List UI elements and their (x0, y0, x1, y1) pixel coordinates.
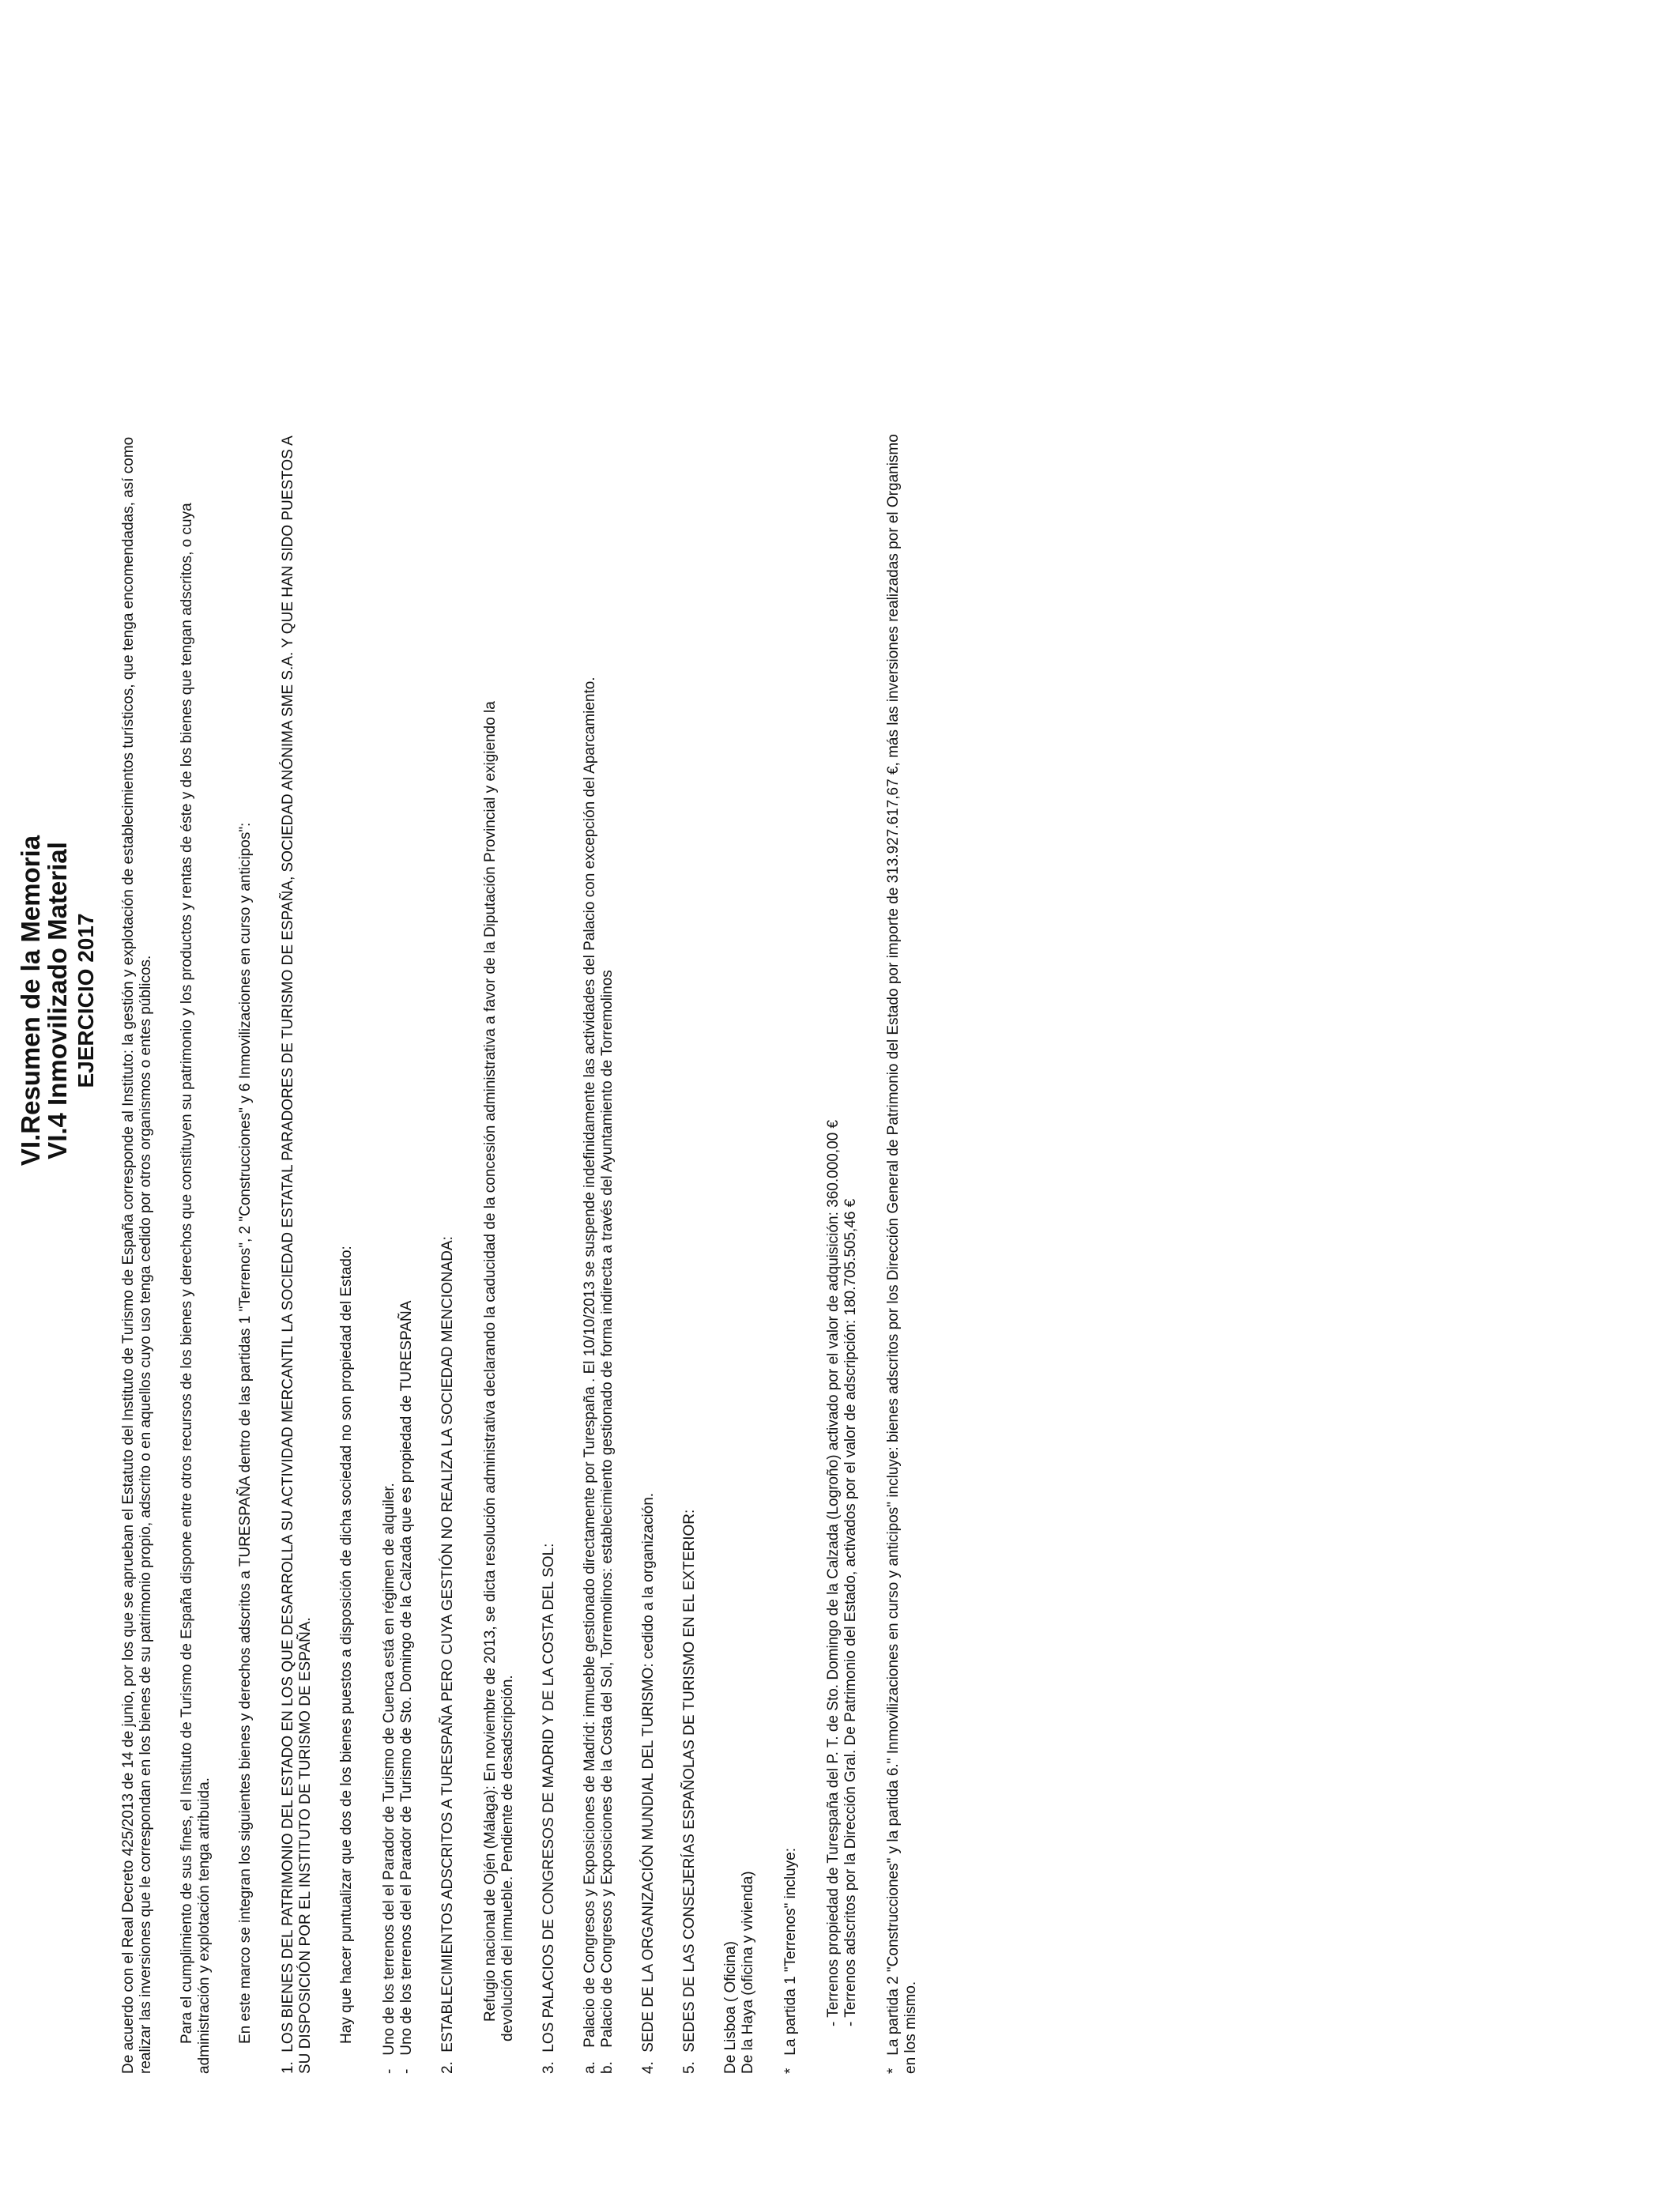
section-4 (640, 1493, 657, 2074)
section-3-title: LOS PALACIOS DE CONGRESOS DE MADRID Y DE LA COSTA DEL SOL: (541, 1543, 557, 2053)
intro-paragraph-1-line-1: De acuerdo con el Real Decreto 425/2013 de 14 de junio, por los que se aprueban el Estatuto del Instituto de Turismo de España corresponde al Instituto: la gestión y explotación de establecimientos turísticos, que tenga encomendadas, así como (120, 436, 137, 2074)
document-title: VI.Resumen de la Memoria (16, 835, 45, 1167)
asterisk-icon: * (782, 2068, 799, 2074)
section-3-item-a-text: Palacio de Congresos y Exposiciones de Madrid: inmueble gestionado directamente por Turespaña . El 10/10/2013 se suspende indefinidamente las actividades del Palacio con excepción del Aparcamiento. (582, 677, 598, 2048)
intro-paragraph-1-line-2: realizar las inversiones que le correspondan en los bienes de su patrimonio propio, adscrito o en aquellos cuyo uso tenga cedido por otros organismos o entes públicos. (137, 955, 154, 2074)
section-1-bullet-1-text: Uno de los terrenos del el Parador de Turismo de Cuenca está en régimen de alquiler. (381, 1483, 397, 2056)
section-2-number: 2. (439, 2061, 456, 2074)
section-3-item-a-label: a. (582, 2061, 598, 2074)
section-1-number: 1. (280, 2061, 296, 2074)
bullet-dash-icon: - (398, 2068, 415, 2074)
note-2 (885, 434, 902, 2074)
asterisk-icon: * (885, 2068, 902, 2074)
section-2-text-line-2: devolución del inmueble. Pendiente de desadscripción. (499, 1675, 516, 2041)
note-1 (782, 1848, 800, 2074)
section-1-bullet-2-text: Uno de los terrenos del el Parador de Turismo de Sto. Domingo de la Calzada que es propiedad de TURESPAÑA (398, 1300, 415, 2056)
section-2-text-line-1: Refugio nacional de Ojén (Málaga): En noviembre de 2013, se dicta resolución administrativa declarando la caducidad de la concesión administrativa a favor de la Diputación Provincial y exigiendo la (482, 701, 499, 2022)
note-1-item-2: - Terrenos adscritos por la Dirección Gral. De Patrimonio del Estado, activados por el valor de adscripción: 180.705.505,46 € (842, 1198, 859, 2026)
intro-paragraph-2-line-2: administración y explotación tenga atribuida. (196, 1777, 213, 2074)
note-2-text-line-2: en los mismo. (902, 1981, 919, 2074)
section-5-item-lisboa: De Lisboa ( Oficina) (722, 1941, 739, 2074)
section-3-item-b-text: Palacio de Congresos y Exposiciones de la Costa del Sol, Torremolinos: establecimiento gestionado de forma indirecta a través del Ayuntamiento de Torremolinos (599, 970, 616, 2048)
section-5-item-la-haya: De la Haya (oficina y vivienda) (740, 1871, 756, 2074)
section-5-number: 5. (681, 2061, 698, 2074)
section-1-bullet-2 (398, 1301, 416, 2074)
section-1-title-line-1: LOS BIENES DEL PATRIMONIO DEL ESTADO EN LOS QUE DESARROLLA SU ACTIVIDAD MERCANTIL LA SOCIEDAD ESTATAL PARADORES DE TURISMO DE ESPAÑA, SOCIEDAD ANÓNIMA SME S.A. Y QUE HAN SIDO PUESTOS A (280, 435, 296, 2053)
section-3-number: 3. (541, 2061, 557, 2074)
section-2 (439, 1236, 457, 2074)
note-2-text-line-1: La partida 2 "Construcciones" y la partida 6." Inmovilizaciones en curso y anticipos" incluye: bienes adscritos por los Dirección General de Patrimonio del Estado por importe de 313.927.617,67 €, más las inversiones realizadas por el Organismo (885, 434, 902, 2056)
section-1-bullet-1 (381, 1483, 398, 2074)
section-1 (280, 435, 297, 2074)
fiscal-year-heading: EJERCICIO 2017 (73, 913, 98, 1088)
intro-paragraph-2-line-1: Para el cumplimiento de sus fines, el Instituto de Turismo de España dispone entre otros recursos de los bienes y derechos que constituyen su patrimonio y los productos y rentas de éste y de los bienes que tengan adscritos, o cuya (179, 503, 195, 2044)
section-1-note: Hay que hacer puntualizar que dos de los bienes puestos a disposición de dicha sociedad no son propiedad del Estado: (338, 1246, 355, 2044)
intro-paragraph-3: En este marco se integran los siguientes bienes y derechos adscritos a TURESPAÑA dentro de las partidas 1 "Terrenos", 2 "Construcciones" y 6 Inmovilizaciones en curso y anticipos": (237, 822, 254, 2044)
document-subtitle: VI.4 Inmovilizado Material (43, 842, 72, 1159)
section-4-number: 4. (640, 2061, 657, 2074)
section-5-title: SEDES DE LAS CONSEJERÍAS ESPAÑOLAS DE TURISMO EN EL EXTERIOR: (681, 1509, 698, 2053)
section-4-title: SEDE DE LA ORGANIZACIÓN MUNDIAL DEL TURISMO: cedido a la organización. (640, 1492, 657, 2053)
note-1-text: La partida 1 "Terrenos" incluye: (782, 1847, 799, 2056)
section-3-item-b (599, 970, 616, 2074)
note-1-item-1: - Terrenos propiedad de Turespaña del P. T. de Sto. Domingo de la Calzada (Logroño) activado por el valor de adquisición: 360.000,00 € (825, 1119, 842, 2026)
bullet-dash-icon: - (381, 2068, 397, 2074)
section-2-title: ESTABLECIMIENTOS ADSCRITOS A TURESPAÑA PERO CUYA GESTIÓN NO REALIZA LA SOCIEDAD MENCIONADA: (439, 1236, 456, 2053)
section-3 (541, 1544, 558, 2074)
section-3-item-a (582, 677, 599, 2074)
section-3-item-b-label: b. (599, 2061, 616, 2074)
section-5 (681, 1510, 699, 2074)
section-1-title-line-2: SU DISPOSICIÓN POR EL INSTITUTO DE TURISMO DE ESPAÑA. (297, 1617, 314, 2074)
